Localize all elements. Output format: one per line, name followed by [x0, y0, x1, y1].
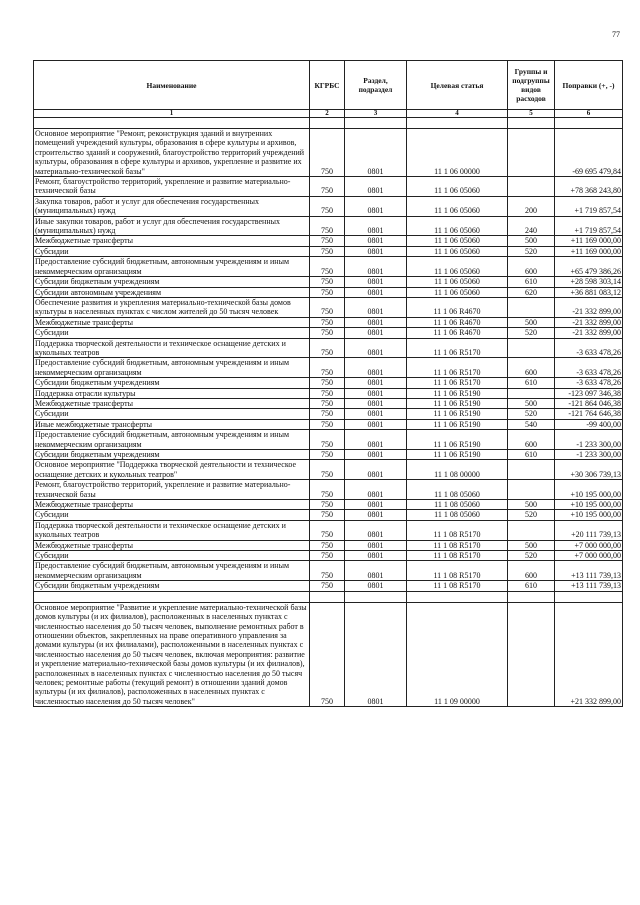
- row-name: Субсидии: [34, 409, 310, 419]
- row-target: 11 1 06 R4670: [407, 328, 508, 338]
- page-number: 77: [612, 30, 620, 39]
- row-target: 11 1 06 R5170: [407, 378, 508, 388]
- row-target: 11 1 06 R5190: [407, 388, 508, 398]
- row-kgrbs: 750: [310, 196, 345, 216]
- row-name: Ремонт, благоустройство территорий, укрепление и развитие материально-технической базы: [34, 177, 310, 197]
- table-row: [34, 388, 623, 398]
- row-kgrbs: 750: [310, 430, 345, 450]
- header-row: [34, 61, 623, 110]
- table-row: [34, 561, 623, 581]
- table-row: [34, 398, 623, 408]
- row-amount: -1 233 300,00: [555, 450, 623, 460]
- table-row: [34, 358, 623, 378]
- row-kgrbs: 750: [310, 450, 345, 460]
- row-target: 11 1 06 05060: [407, 216, 508, 236]
- row-group: 240: [508, 216, 555, 236]
- row-target: 11 1 08 R5170: [407, 561, 508, 581]
- row-section: 0801: [345, 358, 407, 378]
- table-row: [34, 430, 623, 450]
- row-name: Межбюджетные трансферты: [34, 540, 310, 550]
- row-group: 520: [508, 551, 555, 561]
- header-section: Раздел, подраздел: [345, 61, 407, 110]
- row-amount: -69 695 479,84: [555, 129, 623, 177]
- header-group: Группы и подгруппы видов расходов: [508, 61, 555, 110]
- row-amount: -21 332 899,00: [555, 317, 623, 327]
- col-number: 2: [310, 110, 345, 118]
- row-amount: +30 306 739,13: [555, 460, 623, 480]
- row-kgrbs: 750: [310, 338, 345, 358]
- row-name: Обеспечение развития и укрепления материально-технической базы домов культуры в населенных пунктах с числом жителей до 50 тысяч человек: [34, 297, 310, 317]
- row-section: 0801: [345, 328, 407, 338]
- row-section: 0801: [345, 480, 407, 500]
- row-group: [508, 388, 555, 398]
- row-section: 0801: [345, 378, 407, 388]
- row-name: Предоставление субсидий бюджетным, автономным учреждениям и иным некоммерческим организациям: [34, 358, 310, 378]
- table-row: [34, 480, 623, 500]
- row-amount: -21 332 899,00: [555, 328, 623, 338]
- row-name: Поддержка творческой деятельности и техническое оснащение детских и кукольных театров: [34, 520, 310, 540]
- row-kgrbs: 750: [310, 500, 345, 510]
- table-row: [34, 500, 623, 510]
- row-section: 0801: [345, 129, 407, 177]
- table-row: [34, 409, 623, 419]
- row-section: 0801: [345, 520, 407, 540]
- row-amount: +10 195 000,00: [555, 480, 623, 500]
- row-target: 11 1 06 05060: [407, 257, 508, 277]
- row-target: 11 1 06 05060: [407, 177, 508, 197]
- row-amount: -121 764 646,38: [555, 409, 623, 419]
- row-amount: +13 111 739,13: [555, 561, 623, 581]
- row-section: 0801: [345, 409, 407, 419]
- row-section: 0801: [345, 388, 407, 398]
- row-amount: +10 195 000,00: [555, 510, 623, 520]
- row-section: 0801: [345, 551, 407, 561]
- table-row: [34, 520, 623, 540]
- row-section: 0801: [345, 561, 407, 581]
- row-section: 0801: [345, 581, 407, 591]
- table-row: [34, 540, 623, 550]
- row-kgrbs: 750: [310, 277, 345, 287]
- row-kgrbs: 750: [310, 540, 345, 550]
- row-kgrbs: 750: [310, 328, 345, 338]
- row-name: Ремонт, благоустройство территорий, укрепление и развитие материально-технической базы: [34, 480, 310, 500]
- row-amount: -99 400,00: [555, 419, 623, 429]
- row-kgrbs: 750: [310, 581, 345, 591]
- row-target: 11 1 06 R5190: [407, 419, 508, 429]
- table-row: [34, 277, 623, 287]
- row-name: Субсидии бюджетным учреждениям: [34, 450, 310, 460]
- row-group: 610: [508, 277, 555, 287]
- row-group: [508, 520, 555, 540]
- row-section: 0801: [345, 216, 407, 236]
- row-section: 0801: [345, 287, 407, 297]
- row-name: Субсидии автономным учреждениям: [34, 287, 310, 297]
- row-group: 540: [508, 419, 555, 429]
- row-name: Основное мероприятие "Развитие и укрепление материально-технической базы домов культуры (и их филиалов), расположенных в населенных пунктах с численностью населения до 50 тысяч человек, выполнение ремонтных работ в отношении объектов, закрепленных на праве оперативного управления за домами культуры (и их филиалами), расположенными в населенных пунктах с численностью населения до 50 тысяч человек, включая мероприятия: развитие и укрепление материально-технической базы домов культуры (и их филиалов), расположенных в населенных пунктах с численностью населения до 50 тысяч человек; ремонтные работы (текущий ремонт) в отношении зданий домов культуры (и их филиалов), расположенных в населенных пунктах с численностью населения до 50 тысяч человек": [34, 602, 310, 706]
- row-kgrbs: 750: [310, 520, 345, 540]
- row-target: 11 1 06 05060: [407, 287, 508, 297]
- row-amount: +13 111 739,13: [555, 581, 623, 591]
- row-section: 0801: [345, 246, 407, 256]
- row-amount: -21 332 899,00: [555, 297, 623, 317]
- row-target: 11 1 06 R5190: [407, 430, 508, 450]
- row-name: Межбюджетные трансферты: [34, 500, 310, 510]
- table-row: [34, 419, 623, 429]
- row-section: 0801: [345, 419, 407, 429]
- row-name: Субсидии: [34, 510, 310, 520]
- row-name: Предоставление субсидий бюджетным, автономным учреждениям и иным некоммерческим организациям: [34, 257, 310, 277]
- table-row: [34, 196, 623, 216]
- row-target: 11 1 08 R5170: [407, 520, 508, 540]
- row-target: 11 1 08 05060: [407, 510, 508, 520]
- table-row: [34, 236, 623, 246]
- row-group: 200: [508, 196, 555, 216]
- row-name: Иные межбюджетные трансферты: [34, 419, 310, 429]
- row-group: 500: [508, 500, 555, 510]
- row-group: 520: [508, 246, 555, 256]
- row-group: [508, 480, 555, 500]
- row-group: [508, 460, 555, 480]
- row-section: 0801: [345, 540, 407, 550]
- table-row: [34, 216, 623, 236]
- row-target: 11 1 08 R5170: [407, 581, 508, 591]
- row-target: 11 1 08 00000: [407, 460, 508, 480]
- row-kgrbs: 750: [310, 510, 345, 520]
- row-amount: +36 881 083,12: [555, 287, 623, 297]
- row-kgrbs: 750: [310, 358, 345, 378]
- table-row: [34, 378, 623, 388]
- budget-table: [33, 60, 623, 707]
- row-amount: +20 111 739,13: [555, 520, 623, 540]
- row-amount: +1 719 857,54: [555, 196, 623, 216]
- row-kgrbs: 750: [310, 388, 345, 398]
- row-target: 11 1 06 R4670: [407, 297, 508, 317]
- row-amount: -3 633 478,26: [555, 338, 623, 358]
- row-group: [508, 602, 555, 706]
- row-section: 0801: [345, 338, 407, 358]
- table-row: [34, 129, 623, 177]
- row-name: Поддержка отрасли культуры: [34, 388, 310, 398]
- row-group: [508, 338, 555, 358]
- row-name: Субсидии: [34, 551, 310, 561]
- row-target: 11 1 06 R5190: [407, 398, 508, 408]
- row-amount: +78 368 243,80: [555, 177, 623, 197]
- row-amount: +11 169 000,00: [555, 236, 623, 246]
- row-amount: -3 633 478,26: [555, 378, 623, 388]
- row-group: [508, 129, 555, 177]
- table-row: [34, 338, 623, 358]
- row-name: Межбюджетные трансферты: [34, 236, 310, 246]
- row-amount: +11 169 000,00: [555, 246, 623, 256]
- row-name: Закупка товаров, работ и услуг для обеспечения государственных (муниципальных) нужд: [34, 196, 310, 216]
- row-name: Предоставление субсидий бюджетным, автономным учреждениям и иным некоммерческим организациям: [34, 430, 310, 450]
- row-section: 0801: [345, 177, 407, 197]
- row-kgrbs: 750: [310, 216, 345, 236]
- row-section: 0801: [345, 317, 407, 327]
- row-amount: -3 633 478,26: [555, 358, 623, 378]
- row-kgrbs: 750: [310, 409, 345, 419]
- row-kgrbs: 750: [310, 419, 345, 429]
- row-target: 11 1 06 05060: [407, 246, 508, 256]
- row-name: Субсидии бюджетным учреждениям: [34, 581, 310, 591]
- row-name: Иные закупки товаров, работ и услуг для обеспечения государственных (муниципальных) нужд: [34, 216, 310, 236]
- row-kgrbs: 750: [310, 551, 345, 561]
- table-row: [34, 297, 623, 317]
- header-kgrbs: КГРБС: [310, 61, 345, 110]
- row-name: Субсидии: [34, 328, 310, 338]
- row-group: 500: [508, 236, 555, 246]
- row-name: Субсидии бюджетным учреждениям: [34, 378, 310, 388]
- row-name: Предоставление субсидий бюджетным, автономным учреждениям и иным некоммерческим организациям: [34, 561, 310, 581]
- table-row: [34, 317, 623, 327]
- row-kgrbs: 750: [310, 398, 345, 408]
- row-amount: +65 479 386,26: [555, 257, 623, 277]
- row-section: 0801: [345, 460, 407, 480]
- table-row: [34, 602, 623, 706]
- col-number: 1: [34, 110, 310, 118]
- table-row: [34, 328, 623, 338]
- row-section: 0801: [345, 297, 407, 317]
- row-group: 520: [508, 510, 555, 520]
- row-group: 610: [508, 378, 555, 388]
- row-section: 0801: [345, 510, 407, 520]
- header-name: Наименование: [34, 61, 310, 110]
- col-number: 4: [407, 110, 508, 118]
- row-target: 11 1 09 00000: [407, 602, 508, 706]
- row-group: 520: [508, 328, 555, 338]
- row-amount: +7 000 000,00: [555, 540, 623, 550]
- row-group: 500: [508, 317, 555, 327]
- row-section: 0801: [345, 500, 407, 510]
- row-kgrbs: 750: [310, 129, 345, 177]
- row-group: 500: [508, 540, 555, 550]
- table-row: [34, 246, 623, 256]
- row-amount: +21 332 899,00: [555, 602, 623, 706]
- column-number-row: [34, 110, 623, 118]
- row-target: 11 1 06 05060: [407, 236, 508, 246]
- row-group: 500: [508, 398, 555, 408]
- row-kgrbs: 750: [310, 246, 345, 256]
- row-kgrbs: 750: [310, 561, 345, 581]
- header-target: Целевая статья: [407, 61, 508, 110]
- row-amount: -121 864 046,38: [555, 398, 623, 408]
- row-target: 11 1 08 05060: [407, 480, 508, 500]
- row-name: Субсидии: [34, 246, 310, 256]
- col-number: 5: [508, 110, 555, 118]
- row-target: 11 1 08 R5170: [407, 540, 508, 550]
- row-name: Основное мероприятие "Поддержка творческой деятельности и техническое оснащение детских и кукольных театров": [34, 460, 310, 480]
- table-row: [34, 551, 623, 561]
- row-group: 610: [508, 450, 555, 460]
- table-row: [34, 287, 623, 297]
- row-target: 11 1 06 R5190: [407, 450, 508, 460]
- row-amount: +7 000 000,00: [555, 551, 623, 561]
- row-kgrbs: 750: [310, 317, 345, 327]
- row-target: 11 1 08 R5170: [407, 551, 508, 561]
- table-row: [34, 581, 623, 591]
- table-row: [34, 177, 623, 197]
- row-group: 520: [508, 409, 555, 419]
- row-kgrbs: 750: [310, 287, 345, 297]
- row-kgrbs: 750: [310, 460, 345, 480]
- table-row: [34, 450, 623, 460]
- row-group: 600: [508, 430, 555, 450]
- row-target: 11 1 06 05060: [407, 277, 508, 287]
- row-group: [508, 177, 555, 197]
- row-kgrbs: 750: [310, 236, 345, 246]
- row-target: 11 1 06 R5170: [407, 358, 508, 378]
- row-group: 620: [508, 287, 555, 297]
- row-section: 0801: [345, 196, 407, 216]
- col-number: 3: [345, 110, 407, 118]
- row-kgrbs: 750: [310, 378, 345, 388]
- spacer-row: [34, 118, 623, 129]
- row-section: 0801: [345, 277, 407, 287]
- row-name: Субсидии бюджетным учреждениям: [34, 277, 310, 287]
- row-amount: -123 097 346,38: [555, 388, 623, 398]
- row-group: 610: [508, 581, 555, 591]
- row-section: 0801: [345, 450, 407, 460]
- row-name: Поддержка творческой деятельности и техническое оснащение детских и кукольных театров: [34, 338, 310, 358]
- row-name: Основное мероприятие "Ремонт, реконструкция зданий и внутренних помещений учреждений культуры, образования в сфере культуры и архивов, строительство зданий и сооружений, благоустройство территорий учреждений культуры, образования в сфере культуры и архивов, укрепление и развитие их материально-технической базы": [34, 129, 310, 177]
- row-section: 0801: [345, 257, 407, 277]
- row-section: 0801: [345, 602, 407, 706]
- row-target: 11 1 08 05060: [407, 500, 508, 510]
- row-amount: +10 195 000,00: [555, 500, 623, 510]
- row-group: 600: [508, 257, 555, 277]
- row-target: 11 1 06 R5190: [407, 409, 508, 419]
- row-group: 600: [508, 358, 555, 378]
- row-amount: +28 598 303,14: [555, 277, 623, 287]
- row-kgrbs: 750: [310, 297, 345, 317]
- row-group: 600: [508, 561, 555, 581]
- header-amount: Поправки (+, -): [555, 61, 623, 110]
- row-group: [508, 297, 555, 317]
- row-name: Межбюджетные трансферты: [34, 317, 310, 327]
- table-row: [34, 460, 623, 480]
- row-name: Межбюджетные трансферты: [34, 398, 310, 408]
- row-target: 11 1 06 R4670: [407, 317, 508, 327]
- table-row: [34, 510, 623, 520]
- row-target: 11 1 06 R5170: [407, 338, 508, 358]
- row-section: 0801: [345, 236, 407, 246]
- col-number: 6: [555, 110, 623, 118]
- row-kgrbs: 750: [310, 177, 345, 197]
- row-kgrbs: 750: [310, 602, 345, 706]
- row-amount: -1 233 300,00: [555, 430, 623, 450]
- row-amount: +1 719 857,54: [555, 216, 623, 236]
- row-kgrbs: 750: [310, 480, 345, 500]
- spacer-row: [34, 591, 623, 602]
- row-section: 0801: [345, 398, 407, 408]
- table-row: [34, 257, 623, 277]
- row-target: 11 1 06 05060: [407, 196, 508, 216]
- row-kgrbs: 750: [310, 257, 345, 277]
- row-section: 0801: [345, 430, 407, 450]
- row-target: 11 1 06 00000: [407, 129, 508, 177]
